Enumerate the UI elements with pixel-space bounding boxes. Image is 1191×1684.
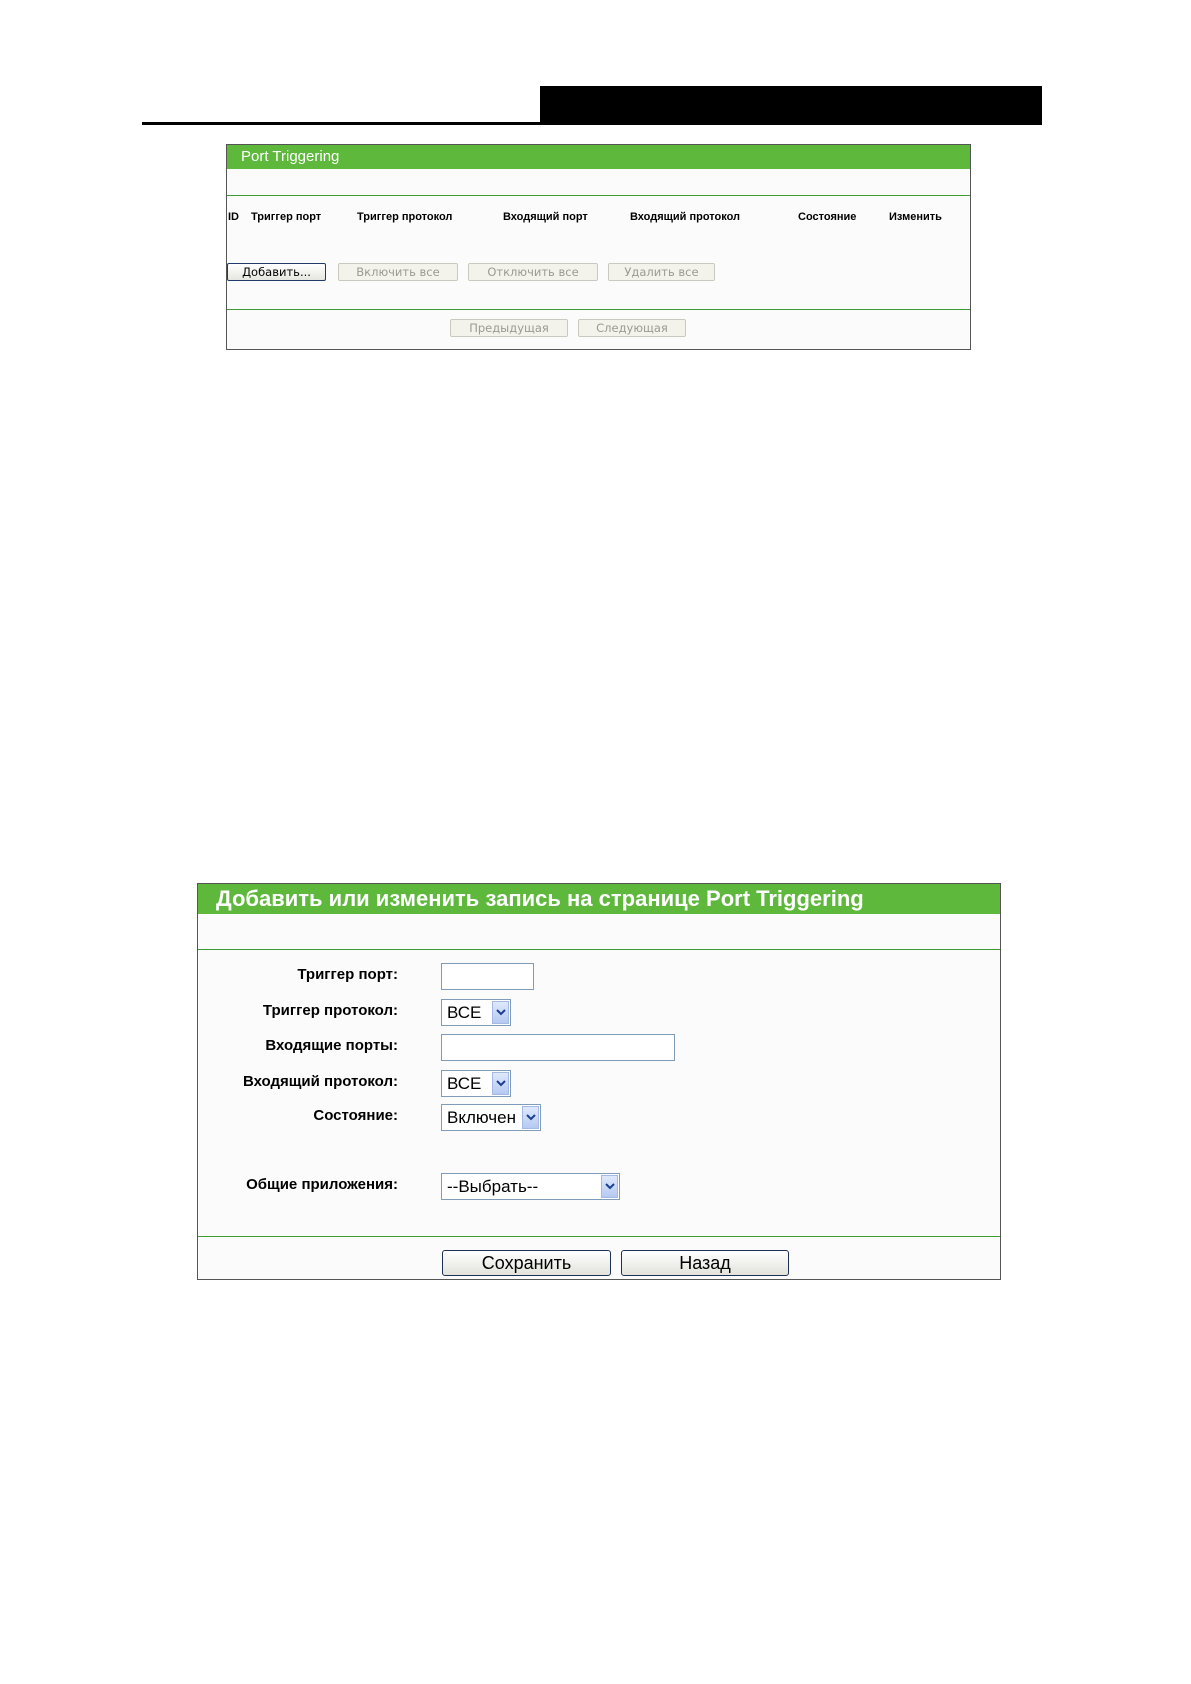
- incoming-protocol-value: ВСЕ: [447, 1074, 482, 1093]
- previous-button[interactable]: Предыдущая: [450, 319, 568, 337]
- column-incoming-protocol: Входящий протокол: [630, 211, 741, 223]
- panel-title: Добавить или изменить запись на странице Port Triggering: [198, 884, 1000, 914]
- trigger-port-label: Триггер порт:: [297, 966, 398, 983]
- common-apps-value: --Выбрать--: [447, 1177, 539, 1196]
- trigger-protocol-select[interactable]: [441, 999, 511, 1026]
- delete-all-button[interactable]: Удалить все: [608, 263, 715, 281]
- incoming-ports-label: Входящие порты:: [265, 1037, 398, 1054]
- port-triggering-edit-panel: [197, 883, 1001, 1280]
- chevron-down-icon[interactable]: [522, 1106, 539, 1129]
- trigger-port-input[interactable]: [441, 963, 534, 990]
- incoming-protocol-select[interactable]: [441, 1070, 511, 1097]
- column-trigger-port: Триггер порт: [251, 211, 322, 223]
- divider: [227, 195, 970, 196]
- column-id: ID: [228, 211, 239, 223]
- column-status: Состояние: [798, 211, 857, 223]
- page-header-bar: [540, 86, 1042, 125]
- next-button[interactable]: Следующая: [578, 319, 686, 337]
- back-button[interactable]: Назад: [621, 1250, 789, 1276]
- disable-all-button[interactable]: Отключить все: [468, 263, 598, 281]
- divider: [227, 309, 970, 310]
- divider: [198, 949, 1000, 950]
- divider: [198, 1236, 1000, 1237]
- panel-title: Port Triggering: [227, 145, 970, 169]
- chevron-down-icon[interactable]: [492, 1072, 509, 1095]
- chevron-down-icon[interactable]: [492, 1001, 509, 1024]
- chevron-down-icon[interactable]: [601, 1175, 618, 1198]
- column-edit: Изменить: [889, 211, 942, 223]
- add-button[interactable]: Добавить...: [227, 263, 326, 281]
- save-button[interactable]: Сохранить: [442, 1250, 611, 1276]
- incoming-protocol-label: Входящий протокол:: [242, 1073, 398, 1090]
- incoming-ports-input[interactable]: [441, 1034, 675, 1061]
- column-incoming-port: Входящий порт: [503, 211, 588, 223]
- column-trigger-protocol: Триггер протокол: [357, 211, 453, 223]
- common-apps-select[interactable]: [441, 1173, 620, 1200]
- trigger-protocol-value: ВСЕ: [447, 1003, 482, 1022]
- trigger-protocol-label: Триггер протокол:: [262, 1002, 398, 1019]
- common-apps-label: Общие приложения:: [246, 1176, 398, 1193]
- page-header-rule: [142, 122, 1042, 125]
- enable-all-button[interactable]: Включить все: [338, 263, 458, 281]
- status-value: Включен: [447, 1108, 516, 1127]
- status-select[interactable]: [441, 1104, 541, 1131]
- port-triggering-panel: [226, 144, 971, 350]
- status-label: Состояние:: [313, 1107, 398, 1124]
